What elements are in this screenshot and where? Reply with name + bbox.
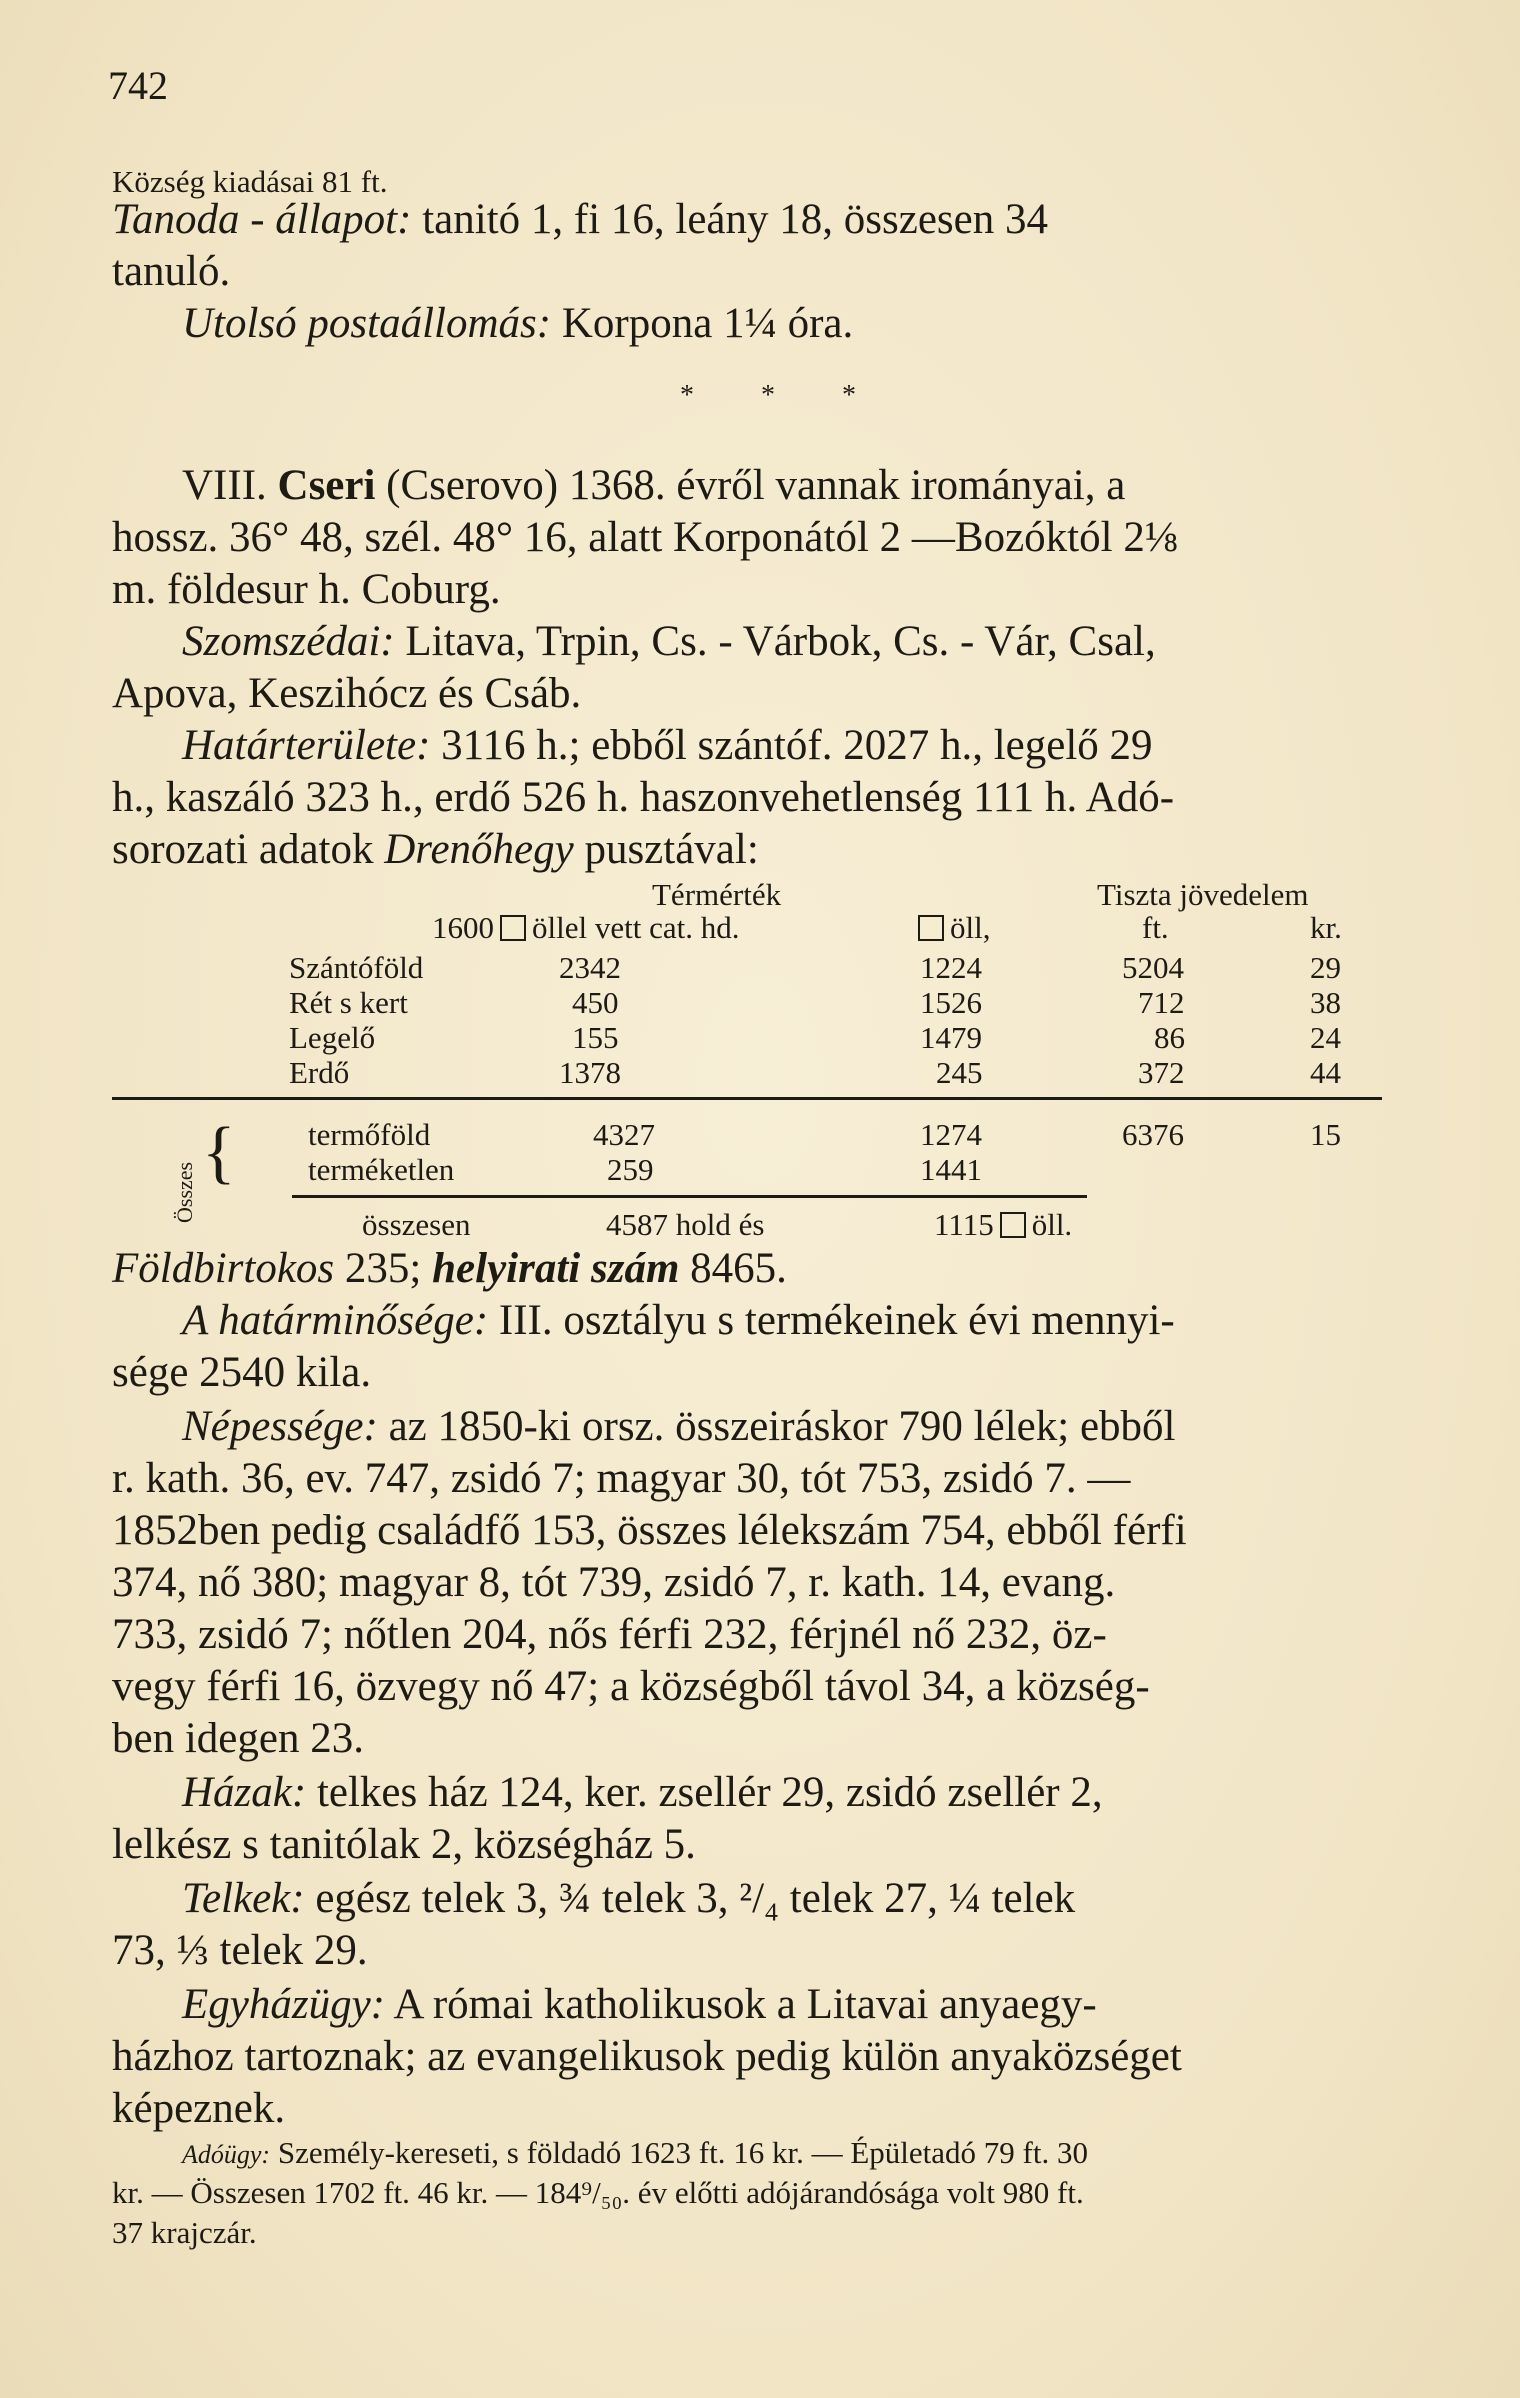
row-ft: 6376 [1122,1117,1184,1152]
hazak-text: telkes ház 124, ker. zsellér 29, zsidó zsellér 2, [316,1769,1103,1816]
hatar-label: Határterülete: [182,722,431,769]
nepesseg-line-3: 1852ben pedig családfő 153, összes lélekszám 754, ebből férfi [112,1507,1187,1554]
section-divider-stars: * * * [680,380,886,411]
table-rule [292,1195,1087,1198]
row-hd: 450 [572,985,619,1020]
tanoda-line [112,194,1048,246]
square-box-icon [1000,1212,1026,1238]
szomszed-line [182,616,1156,668]
col-ollel: öllel vett cat. hd. [532,910,740,945]
row-hd: 1378 [559,1055,621,1090]
row-hd: 259 [607,1152,654,1187]
row-ft: 86 [1154,1020,1185,1055]
egyhaz-line [182,1979,1097,2031]
posta-text: Korpona 1¼ óra. [561,300,854,347]
nepesseg-label: Népessége: [182,1403,378,1450]
szomszed-text: Litava, Trpin, Cs. - Várbok, Cs. - Vár, Csal, [405,618,1156,665]
row-ft: 5204 [1122,950,1184,985]
row-oll: 1274 [920,1117,982,1152]
adougy-line-2: kr. — Összesen 1702 ft. 46 kr. — 184⁹/₅₀. év előtti adójárandósága volt 980 ft. [112,2175,1084,2210]
egyhaz-label: Egyházügy: [182,1981,385,2028]
adougy-label: Adóügy: [182,2140,271,2169]
total-name: összesen [362,1207,471,1242]
row-name: Szántóföld [289,950,424,985]
telkek-line-2: 73, ⅓ telek 29. [112,1927,368,1974]
viii-line-2: hossz. 36° 48, szél. 48° 16, alatt Korponától 2 —Bozóktól 2⅛ [112,514,1178,561]
total-oll: 1115 [934,1207,994,1242]
nepesseg-text: az 1850-ki orsz. összeiráskor 790 lélek; ebből [388,1403,1176,1450]
telkek-text: egész telek 3, ¾ telek 3, ²/₄ telek 27, ¼ telek [315,1875,1076,1922]
row-hd: 2342 [559,950,621,985]
helyirati-value: 8465. [690,1245,787,1292]
row-name: Rét s kert [289,985,408,1020]
foldbirtokos-label: Földbirtokos [112,1245,335,1292]
hatar-text: 3116 h.; ebből szántóf. 2027 h., legelő 29 [441,722,1153,769]
col-tiszta-jovedelem: Tiszta jövedelem [1097,877,1309,912]
row-name: terméketlen [308,1152,455,1187]
square-box-icon [500,915,526,941]
row-ft: 712 [1138,985,1185,1020]
row-hd: 155 [572,1020,619,1055]
row-kr: 29 [1310,950,1341,985]
square-box-icon [918,915,944,941]
viii-number: VIII. [182,462,267,509]
drenohegy-label: Drenőhegy [384,826,574,873]
row-oll: 1526 [920,985,982,1020]
row-kr: 15 [1310,1117,1341,1152]
row-hd: 4327 [593,1117,655,1152]
row-oll: 1441 [920,1152,982,1187]
viii-text: (Cserovo) 1368. évről vannak irományai, a [386,462,1126,509]
egyhaz-text: A római katholikusok a Litavai anyaegy- [393,1981,1097,2028]
hatar-text-3a: sorozati adatok [112,826,374,873]
hatarminoseg-line-2: sége 2540 kila. [112,1349,372,1396]
telkek-line [182,1873,1075,1925]
hatar-line-2: h., kaszáló 323 h., erdő 526 h. haszonvehetlenség 111 h. Adó- [112,774,1175,821]
hatarminoseg-text: III. osztályu s termékeinek évi mennyi- [498,1297,1175,1344]
row-kr: 38 [1310,985,1341,1020]
row-oll: 245 [936,1055,983,1090]
col-ft: ft. [1142,910,1169,945]
hazak-line-2: lelkész s tanitólak 2, községház 5. [112,1821,696,1868]
col-1600: 1600 [432,910,494,945]
hazak-line [182,1767,1103,1819]
nepesseg-line-6: vegy férfi 16, özvegy nő 47; a községből távol 34, a község- [112,1663,1150,1710]
kiadasai-line: Község kiadásai 81 ft. [112,164,388,199]
hatarminoseg-line [182,1295,1175,1347]
row-name: termőföld [308,1117,431,1152]
szomszed-line-2: Apova, Keszihócz és Csáb. [112,670,582,717]
tanoda-label: Tanoda - állapot: [112,196,412,243]
col-oll: öll, [950,910,991,945]
nepesseg-line-4: 374, nő 380; magyar 8, tót 739, zsidó 7, r. kath. 14, evang. [112,1559,1116,1606]
egyhaz-line-2: házhoz tartoznak; az evangelikusok pedig külön anyaközséget [112,2033,1182,2080]
row-name: Legelő [289,1020,376,1055]
row-kr: 44 [1310,1055,1341,1090]
foldbirtokos-value: 235; [344,1245,422,1292]
telkek-label: Telkek: [182,1875,305,1922]
col-1600-header [432,910,739,946]
osszes-side-label: Összes [172,1161,197,1223]
hatar-line [182,720,1153,772]
hazak-label: Házak: [182,1769,307,1816]
nepesseg-line-2: r. kath. 36, ev. 747, zsidó 7; magyar 30, tót 753, zsidó 7. — [112,1455,1131,1502]
brace-icon: { [202,1114,236,1191]
row-kr: 24 [1310,1020,1341,1055]
hatarminoseg-label: A határminősége: [182,1297,489,1344]
total-hd: 4587 hold és [606,1207,765,1242]
tanoda-line-2: tanuló. [112,248,231,295]
foldbirtokos-line [112,1243,787,1295]
col-oll-header [912,910,990,946]
total-oll-cell [934,1207,1072,1243]
adougy-line-3: 37 krajczár. [112,2215,257,2250]
szomszed-label: Szomszédai: [182,618,395,665]
row-ft: 372 [1138,1055,1185,1090]
row-oll: 1224 [920,950,982,985]
row-name: Erdő [289,1055,350,1090]
nepesseg-line-5: 733, zsidó 7; nőtlen 204, nős férfi 232, férjnél nő 232, öz- [112,1611,1107,1658]
col-kr: kr. [1310,910,1342,945]
viii-line-3: m. földesur h. Coburg. [112,566,501,613]
hatar-text-3c: pusztával: [584,826,759,873]
egyhaz-line-3: képeznek. [112,2085,286,2132]
adougy-line [182,2134,1487,2174]
nepesseg-line [182,1401,1175,1453]
posta-label: Utolsó postaállomás: [182,300,552,347]
table-rule [112,1097,1382,1100]
col-termertek: Térmérték [652,877,782,912]
adougy-text: Személy-kereseti, s földadó 1623 ft. 16 kr. — Épületadó 79 ft. 30 [277,2135,1088,2170]
total-oll-unit: öll. [1031,1207,1073,1242]
page-number: 742 [108,63,168,108]
viii-heading-line [182,460,1125,512]
viii-village-name: Cseri [277,462,376,509]
nepesseg-line-7: ben idegen 23. [112,1715,364,1762]
row-oll: 1479 [920,1020,982,1055]
posta-line [182,298,853,350]
tanoda-text: tanitó 1, fi 16, leány 18, összesen 34 [422,196,1048,243]
hatar-line-3 [112,824,759,876]
helyirati-label: helyirati szám [432,1245,680,1292]
